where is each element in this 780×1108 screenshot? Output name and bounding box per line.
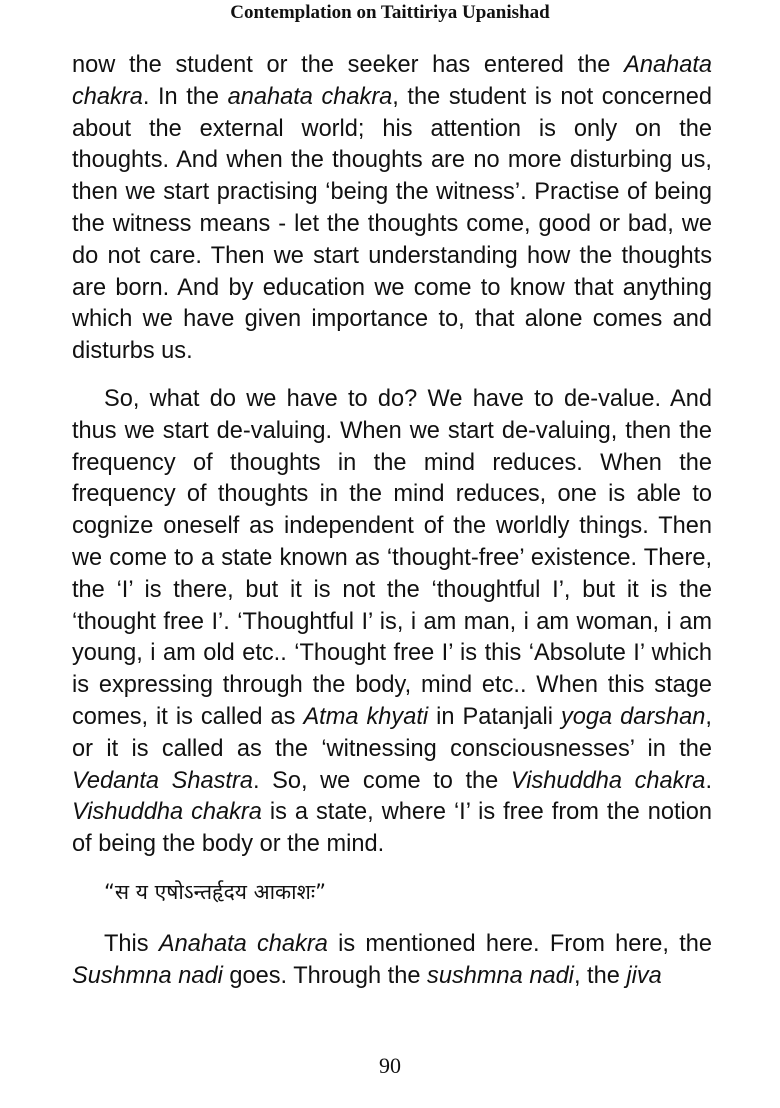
italic-term: Vedanta Shastra xyxy=(72,767,253,794)
italic-term: Anahata chakra xyxy=(72,52,712,110)
paragraph-2 xyxy=(72,384,712,861)
text-span: is a state, where ‘I’ is free from the notion of being the body or the mind. xyxy=(72,799,712,858)
page-body xyxy=(72,50,712,1008)
text-span: . xyxy=(705,767,712,794)
italic-term: jiva xyxy=(626,962,662,989)
italic-term: Vishuddha chakra xyxy=(72,799,262,826)
text-span: in Patanjali xyxy=(428,703,561,730)
paragraph-1 xyxy=(72,50,712,368)
running-title: Contemplation on Taittiriya Upanishad xyxy=(230,2,550,23)
sanskrit-quote: “स य एषोऽन्तर्हृदय आकाशः” xyxy=(104,879,327,904)
text-span: . So, we come to the xyxy=(252,767,511,794)
page-number: 90 xyxy=(379,1053,401,1078)
italic-term: sushmna nadi xyxy=(427,962,574,989)
text-span: now the student or the seeker has entered the xyxy=(72,52,625,78)
text-span: , or it is called as the ‘witnessing consciousnesses’ in the xyxy=(72,703,712,762)
italic-term: anahata chakra xyxy=(227,83,393,110)
italic-term: Sushmna nadi xyxy=(72,962,223,989)
text-span: So, what do we have to do? We have to de-value. And thus we start de-valuing. When we start de-valuing, then the frequency of thoughts in the mind reduces. When the frequency of thoughts in the mind reduces, one is able to cognize oneself as independent of the worldly things. Then we come to a state known as ‘thought-free’ existence. There, the ‘I’ is there, but it is not the ‘thoughtful I’, but it is the ‘thought free I’. ‘Thoughtful I’ is, i am man, i am woman, i am young, i am old etc.. ‘Thought free I’ is this ‘Absolute I’ which is expressing through the body, mind etc.. When this stage comes, it is called as xyxy=(72,385,712,730)
italic-term: Atma khyati xyxy=(303,703,429,730)
text-span: . In the xyxy=(142,83,228,110)
text-span: goes. Through the xyxy=(222,962,428,989)
paragraph-3 xyxy=(72,929,712,993)
text-span: is mentioned here. From here, the xyxy=(327,930,712,957)
italic-term: yoga darshan xyxy=(561,703,706,730)
text-span: This xyxy=(104,930,159,957)
italic-term: Vishuddha chakra xyxy=(510,767,706,794)
text-span: , the xyxy=(573,962,627,989)
italic-term: Anahata chakra xyxy=(158,930,328,957)
text-span: , the student is not concerned about the external world; his attention is only on the thoughts. And when the thoughts are no more disturbing us, then we start practising ‘being the witness’. Practise of being the witness means - let the thoughts come, good or bad, we do not care. Then we start understanding how the thoughts are born. And by education we come to know that anything which we have given importance to, that alone comes and disturbs us. xyxy=(72,83,712,365)
